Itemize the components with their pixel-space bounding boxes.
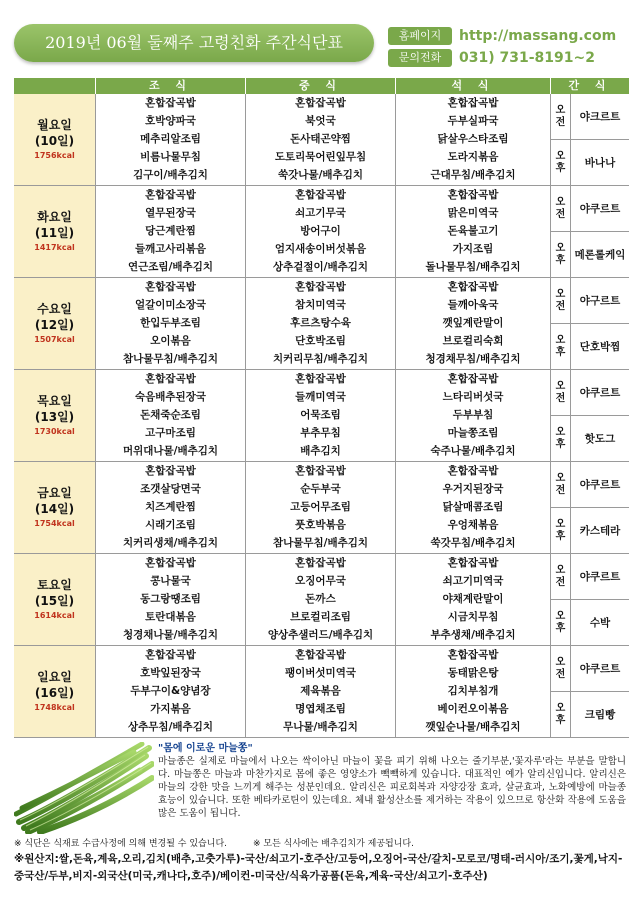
dinner-menu [396, 94, 551, 185]
info-body: 마늘종은 실제로 마늘에서 나오는 싹이아닌 마늘이 꽃을 피기 위해 나오는 줄기부분,'꽃자루'라는 부분을 말합니다. 마늘쫑은 마늘과 마찬가지로 몸에 좋은 영양소가 빽빽하게 있습니다. 대표적인 예가 알리신입니다. 알리신은 마늘의 강한 맛을 느끼게 해주는 성분인데요. 알리신은 피로회복과 자양강장 효과, 살균효과, 노화예방에 마늘종 효능이 있습니다. 또한 베타카로틴이 있는데요. 체내 활성산소를 제거하는 작용이 있으므로 항산화 작용에 도움을 많은 도움이 됩니다. [158, 756, 626, 819]
day-label-cell [14, 462, 96, 553]
day-date: (14일) [34, 501, 75, 516]
menu-item: 혼합잡곡밥 [295, 557, 346, 570]
day-row [14, 462, 629, 554]
snack-am-label: 오 전 [551, 186, 571, 231]
snack-menu [551, 186, 629, 277]
menu-item: 얼갈이미소장국 [134, 299, 206, 312]
day-name: 토요일 [37, 577, 72, 592]
menu-item: 두부부침 [452, 408, 494, 421]
menu-item: 닭살우스타조림 [437, 132, 509, 145]
snack-am-row [551, 646, 629, 692]
day-label-cell [14, 370, 96, 461]
snack-pm-item: 메론롤케익 [574, 249, 626, 261]
snack-pm-label: 오 후 [551, 140, 571, 185]
day-row [14, 554, 629, 646]
menu-item: 엄지새송이버섯볶음 [274, 242, 367, 255]
day-label-cell [14, 554, 96, 645]
lunch-menu [246, 186, 396, 277]
menu-item: 깻잎계란말이 [442, 316, 504, 329]
menu-item: 혼합잡곡밥 [145, 97, 196, 110]
menu-item: 쑥갓나물/배추김치 [278, 168, 363, 181]
menu-item: 동그랑땡조림 [140, 592, 201, 605]
menu-item: 치커리생채/배추김치 [122, 536, 219, 549]
breakfast-menu [96, 278, 246, 369]
menu-item: 청경채무침/배추김치 [425, 352, 521, 365]
dinner-menu [396, 278, 551, 369]
menu-item: 배추김치 [300, 444, 341, 457]
menu-item: 조갯살당면국 [140, 483, 201, 496]
snack-am-item: 야쿠르트 [579, 479, 621, 491]
breakfast-menu [96, 94, 246, 185]
snack-am-item: 야구르트 [579, 295, 621, 307]
menu-item: 혼합잡곡밥 [447, 465, 499, 478]
snack-am-row [551, 554, 629, 600]
menu-item: 호박양파국 [145, 115, 196, 128]
menu-item: 오징어무국 [295, 575, 346, 588]
footer-notes [14, 838, 632, 851]
day-label-cell [14, 94, 96, 185]
header-lunch: 중 식 [246, 78, 396, 94]
menu-item: 고등어무조림 [290, 500, 351, 513]
dinner-menu [396, 370, 551, 461]
snack-pm-label: 오 후 [551, 600, 571, 645]
menu-item: 우엉채볶음 [447, 518, 499, 531]
menu-item: 들깨미역국 [295, 391, 346, 404]
info-section [158, 742, 626, 820]
snack-am-row [551, 186, 629, 232]
header-snack: 간 식 [551, 78, 629, 94]
menu-item: 쇠고기미역국 [442, 575, 504, 588]
day-row [14, 278, 629, 370]
menu-item: 느타리버섯국 [442, 391, 504, 404]
day-row [14, 646, 629, 738]
day-calories: 1417kcal [34, 242, 75, 252]
menu-item: 단호박조림 [295, 334, 346, 347]
day-calories: 1730kcal [34, 426, 75, 436]
snack-am-label: 오 전 [551, 462, 571, 507]
menu-item: 마늘쫑조림 [447, 426, 499, 439]
snack-pm-row [551, 232, 629, 277]
menu-item: 쇠고기무국 [295, 207, 346, 220]
homepage-row [388, 26, 616, 46]
menu-item: 혼합잡곡밥 [145, 557, 196, 570]
menu-item: 참나물무침/배추김치 [122, 352, 219, 365]
menu-item: 돈채죽순조림 [140, 408, 201, 421]
menu-item: 치즈계란찜 [145, 500, 196, 513]
day-label-cell [14, 646, 96, 737]
lunch-menu [246, 278, 396, 369]
menu-item: 콩나물국 [150, 575, 191, 588]
menu-item: 혼합잡곡밥 [145, 649, 196, 662]
menu-item: 혼합잡곡밥 [295, 373, 346, 386]
menu-item: 맑은미역국 [447, 207, 499, 220]
homepage-label: 홈페이지 [388, 27, 452, 45]
snack-am-item: 야쿠르트 [579, 571, 621, 583]
snack-am-label: 오 전 [551, 646, 571, 691]
header [0, 0, 640, 72]
menu-item: 북엇국 [305, 115, 336, 128]
menu-item: 참치미역국 [295, 299, 346, 312]
lunch-menu [246, 462, 396, 553]
snack-pm-label: 오 후 [551, 416, 571, 461]
menu-item: 깻잎순나물/배추김치 [425, 720, 521, 733]
snack-menu [551, 278, 629, 369]
menu-table [14, 78, 629, 738]
breakfast-menu [96, 462, 246, 553]
snack-am-item: 야쿠르트 [579, 663, 621, 675]
menu-item: 혼합잡곡밥 [145, 281, 196, 294]
info-title: "몸에 이로운 마늘쫑" [158, 743, 253, 754]
snack-pm-item: 핫도그 [584, 433, 616, 445]
snack-am-row [551, 278, 629, 324]
menu-item: 야채계란말이 [442, 592, 504, 605]
day-row [14, 370, 629, 462]
menu-item: 혼합잡곡밥 [145, 189, 196, 202]
menu-item: 치커리무침/배추김치 [272, 352, 369, 365]
day-date: (16일) [34, 685, 75, 700]
snack-pm-item: 카스테라 [579, 525, 621, 537]
snack-am-row [551, 462, 629, 508]
lunch-menu [246, 370, 396, 461]
menu-item: 베이컨오이볶음 [437, 702, 509, 715]
menu-item: 한입두부조림 [140, 316, 201, 329]
homepage-link[interactable]: http://massang.com [459, 28, 617, 44]
menu-item: 부추생채/배추김치 [430, 628, 516, 641]
menu-item: 머위대나물/배추김치 [122, 444, 219, 457]
menu-item: 열무된장국 [145, 207, 196, 220]
snack-pm-row [551, 324, 629, 369]
snack-pm-item: 단호박찜 [579, 341, 621, 353]
menu-item: 부추무침 [300, 426, 341, 439]
menu-item: 순두부국 [300, 483, 341, 496]
menu-item: 호박잎된장국 [140, 667, 201, 680]
day-name: 화요일 [37, 209, 72, 224]
day-calories: 1754kcal [34, 518, 75, 528]
menu-item: 명엽채조림 [295, 702, 346, 715]
garlic-scape-image [14, 742, 154, 834]
breakfast-menu [96, 186, 246, 277]
menu-item: 무나물/배추김치 [283, 720, 358, 733]
footer-note-change: ※ 식단은 식재료 수급사정에 의해 변경될 수 있습니다. [14, 839, 228, 849]
menu-item: 혼합잡곡밥 [295, 465, 346, 478]
menu-item: 김치부침개 [447, 684, 499, 697]
day-name: 일요일 [37, 669, 72, 684]
menu-item: 당근계란찜 [145, 224, 196, 237]
snack-am-item: 야쿠르트 [579, 387, 621, 399]
snack-pm-label: 오 후 [551, 692, 571, 737]
snack-am-row [551, 94, 629, 140]
snack-am-label: 오 전 [551, 94, 571, 139]
menu-item: 돈까스 [305, 592, 336, 605]
snack-pm-label: 오 후 [551, 232, 571, 277]
menu-item: 팽이버섯미역국 [284, 667, 356, 680]
snack-pm-row [551, 508, 629, 553]
footer [14, 838, 632, 885]
menu-item: 혼합잡곡밥 [447, 649, 499, 662]
header-blank [14, 78, 96, 94]
dinner-menu [396, 186, 551, 277]
menu-item: 가지볶음 [150, 702, 191, 715]
day-calories: 1748kcal [34, 702, 75, 712]
menu-item: 도토리묵어린잎무침 [274, 150, 367, 163]
header-breakfast: 조 식 [96, 78, 246, 94]
snack-menu [551, 370, 629, 461]
menu-item: 상추겉절이/배추김치 [272, 260, 369, 273]
menu-item: 오이볶음 [150, 334, 191, 347]
menu-item: 참나물무침/배추김치 [272, 536, 369, 549]
day-name: 목요일 [37, 393, 72, 408]
menu-item: 돌나물무침/배추김치 [425, 260, 521, 273]
days-container [14, 94, 629, 738]
day-label-cell [14, 186, 96, 277]
day-date: (11일) [34, 225, 75, 240]
snack-pm-item: 크림빵 [584, 709, 616, 721]
menu-item: 들깨고사리볶음 [134, 242, 206, 255]
menu-item: 메추리알조림 [140, 132, 201, 145]
page-title: 2019년 06월 둘째주 고령친화 주간식단표 [14, 24, 374, 62]
snack-menu [551, 554, 629, 645]
menu-item: 혼합잡곡밥 [447, 189, 499, 202]
footer-note-kimchi: ※ 모든 식사에는 배추김치가 제공됩니다. [253, 839, 414, 849]
menu-item: 풋호박볶음 [295, 518, 346, 531]
menu-item: 닭살매콤조림 [442, 500, 504, 513]
menu-item: 혼합잡곡밥 [447, 97, 499, 110]
day-name: 수요일 [37, 301, 72, 316]
menu-item: 들깨아욱국 [447, 299, 499, 312]
dinner-menu [396, 646, 551, 737]
snack-pm-row [551, 692, 629, 737]
lunch-menu [246, 554, 396, 645]
menu-item: 김구이/배추김치 [133, 168, 208, 181]
snack-pm-row [551, 140, 629, 185]
menu-item: 시금치무침 [447, 610, 499, 623]
menu-item: 돈사태곤약찜 [290, 132, 351, 145]
snack-pm-row [551, 416, 629, 461]
snack-am-label: 오 전 [551, 554, 571, 599]
snack-am-label: 오 전 [551, 370, 571, 415]
day-calories: 1614kcal [34, 610, 75, 620]
snack-pm-item: 수박 [589, 617, 611, 629]
menu-item: 브로컬리조림 [290, 610, 351, 623]
menu-item: 동태맑은탕 [447, 667, 499, 680]
menu-item: 두부실파국 [447, 115, 499, 128]
snack-pm-label: 오 후 [551, 508, 571, 553]
menu-item: 혼합잡곡밥 [295, 649, 346, 662]
menu-item: 혼합잡곡밥 [447, 281, 499, 294]
menu-item: 어묵조림 [300, 408, 341, 421]
menu-item: 근대무침/배추김치 [430, 168, 516, 181]
menu-item: 브로컬리숙회 [442, 334, 504, 347]
menu-item: 비름나물무침 [140, 150, 201, 163]
day-name: 금요일 [37, 485, 72, 500]
phone-label: 문의전화 [388, 49, 452, 67]
menu-item: 시래기조림 [145, 518, 196, 531]
snack-pm-row [551, 600, 629, 645]
menu-item: 혼합잡곡밥 [145, 465, 196, 478]
day-row [14, 186, 629, 278]
menu-item: 가지조림 [452, 242, 494, 255]
day-date: (12일) [34, 317, 75, 332]
menu-item: 후르츠탕수육 [290, 316, 351, 329]
menu-item: 우거지된장국 [442, 483, 504, 496]
menu-item: 청경채나물/배추김치 [122, 628, 219, 641]
day-date: (15일) [34, 593, 75, 608]
menu-item: 방어구이 [300, 224, 341, 237]
menu-item: 혼합잡곡밥 [295, 281, 346, 294]
menu-item: 상추무침/배추김치 [128, 720, 213, 733]
snack-am-row [551, 370, 629, 416]
snack-am-label: 오 전 [551, 278, 571, 323]
snack-am-item: 야쿠르트 [579, 203, 621, 215]
menu-item: 혼합잡곡밥 [295, 97, 346, 110]
menu-item: 숙음배추된장국 [134, 391, 206, 404]
menu-item: 고구마조림 [145, 426, 196, 439]
day-row [14, 94, 629, 186]
menu-item: 혼합잡곡밥 [447, 373, 499, 386]
menu-item: 토란대볶음 [145, 610, 196, 623]
day-calories: 1756kcal [34, 150, 75, 160]
day-name: 월요일 [37, 117, 72, 132]
dinner-menu [396, 462, 551, 553]
menu-item: 혼합잡곡밥 [145, 373, 196, 386]
snack-menu [551, 646, 629, 737]
day-date: (13일) [34, 409, 75, 424]
day-date: (10일) [34, 133, 75, 148]
lunch-menu [246, 94, 396, 185]
menu-item: 양상추샐러드/배추김치 [267, 628, 374, 641]
menu-item: 두부구이&양념장 [130, 684, 211, 697]
menu-item: 쑥갓무침/배추김치 [430, 536, 516, 549]
snack-menu [551, 94, 629, 185]
breakfast-menu [96, 646, 246, 737]
lunch-menu [246, 646, 396, 737]
header-dinner: 석 식 [396, 78, 551, 94]
snack-pm-label: 오 후 [551, 324, 571, 369]
menu-item: 도라지볶음 [447, 150, 499, 163]
dinner-menu [396, 554, 551, 645]
menu-item: 제육볶음 [300, 684, 341, 697]
breakfast-menu [96, 370, 246, 461]
snack-menu [551, 462, 629, 553]
menu-item: 혼합잡곡밥 [295, 189, 346, 202]
day-calories: 1507kcal [34, 334, 75, 344]
table-header [14, 78, 629, 94]
day-label-cell [14, 278, 96, 369]
menu-item: 연근조림/배추김치 [128, 260, 213, 273]
menu-item: 혼합잡곡밥 [447, 557, 499, 570]
snack-pm-item: 바나나 [584, 157, 616, 169]
menu-item: 숙주나물/배추김치 [430, 444, 516, 457]
menu-item: 돈육불고기 [447, 224, 499, 237]
breakfast-menu [96, 554, 246, 645]
phone-row [388, 48, 595, 68]
phone-number: 031) 731-8191~2 [459, 50, 595, 66]
footer-origin: ※원산지:쌀,돈육,계육,오리,김치(배추,고춧가루)-국산/쇠고기-호주산/고등어,오징어-국산/갈치-모로코/명태-러시아/조기,꽃게,낙지-중국산/두부,비지-외국산(미국,캐나다,호주)/베이컨-미국산/식육가공품(돈육,계육-국산/쇠고기-호주산) [14, 853, 623, 882]
snack-am-item: 야크르트 [579, 111, 621, 123]
